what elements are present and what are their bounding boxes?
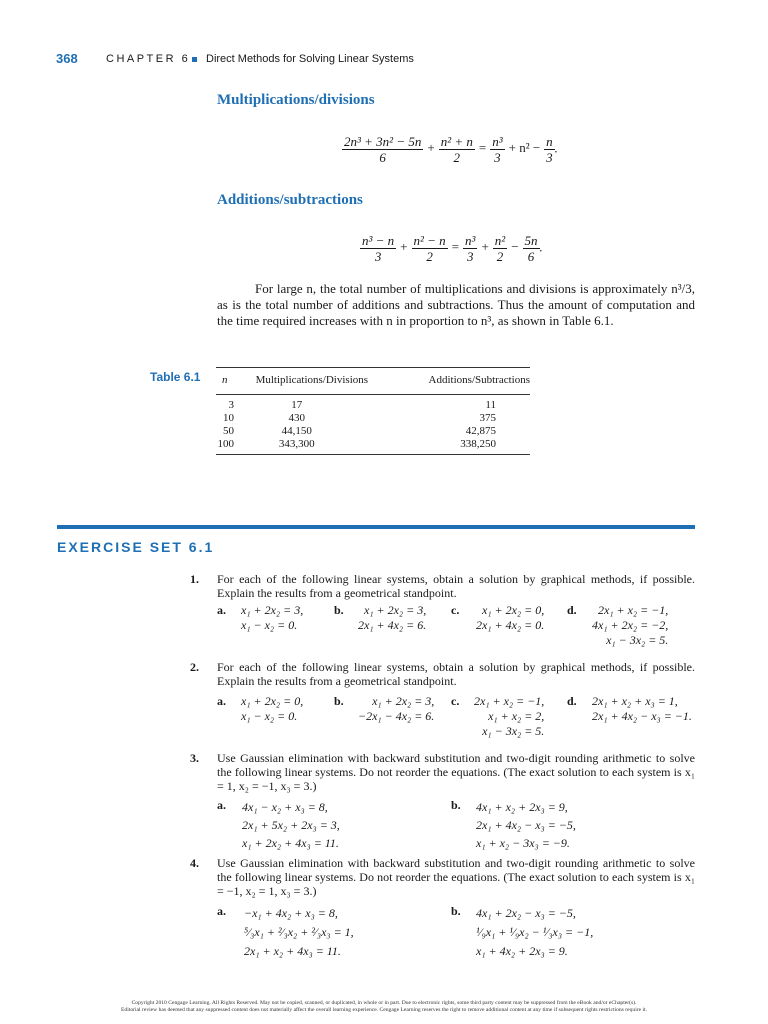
equation-additions: $\frac{\text{n³ − n}}{3}$ + $\frac{\text{n² − n}}{2}$ = $\frac{\text{n³}}{3}$ + $\frac{\text{n²}}{2}$ − $\frac{5n}{6}$ .: [362, 233, 543, 264]
exercise-set-heading: EXERCISE SET 6.1: [57, 539, 215, 555]
chapter-title: Direct Methods for Solving Linear Systems: [206, 53, 414, 65]
system-2b: x₁ + 2x₂ = 3, −2x₁ − 4x₂ = 6.: [358, 694, 435, 723]
system-2a: x₁ + 2x₂ = 0, x₁ − x₂ = 0.: [241, 694, 304, 723]
fraction: $\frac{\text{n² − n}}{2}$: [413, 233, 446, 264]
column-header: Multiplications/Divisions: [234, 368, 390, 395]
system-3b: 4x₁ + x₂ + 2x₃ = 9, 2x₁ + 4x₂ − x₃ = −5, x₁ + x₂ − 3x₃ = −9.: [476, 800, 576, 850]
table-row: 10 430 375: [223, 412, 496, 424]
system-4b: 4x₁ + 2x₂ − x₃ = −5, ¹⁄₉x₁ + ¹⁄₉x₂ − ¹⁄₃x₃ = −1, x₁ + 4x₂ + 2x₃ = 9.: [476, 906, 594, 958]
table-label: Table 6.1: [150, 370, 201, 384]
operations-table: [216, 367, 530, 455]
table-row: 3 17 11: [228, 399, 496, 411]
table-row: 50 44,150 42,875: [223, 425, 496, 437]
body-paragraph: For large n, the total number of multiplications and divisions is approximately n³/3, as is the total number of additions and subtractions. Thus the amount of computation and the time required increases with n in proportion to n³, as shown in Table 6.1.: [217, 281, 695, 328]
section-divider: [57, 525, 695, 529]
system-2d: 2x₁ + x₂ + x₃ = 1, 2x₁ + 4x₂ − x₃ = −1.: [592, 694, 692, 723]
fraction: $\frac{\text{n² + n}}{2}$: [440, 134, 473, 165]
fraction: $\frac{\text{n²}}{2}$: [494, 233, 506, 264]
system-1a: x₁ + 2x₂ = 3, x₁ − x₂ = 0.: [241, 603, 304, 632]
section-heading-additions: Additions/subtractions: [217, 192, 363, 208]
fraction: $\frac{\text{n³ − n}}{3}$: [362, 233, 395, 264]
fraction: $\frac{\text{n³}}{3}$: [492, 134, 503, 165]
system-1d: 2x₁ + x₂ = −1, 4x₁ + 2x₂ = −2, x₁ − 3x₂ = 5.: [592, 603, 669, 647]
table-row: 100 343,300 338,250: [216, 438, 530, 455]
fraction: $\frac{5n}{6}$: [524, 233, 538, 264]
system-3a: 4x₁ − x₂ + x₃ = 8, 2x₁ + 5x₂ + 2x₃ = 3, x₁ + 2x₂ + 4x₃ = 11.: [242, 800, 340, 850]
system-2c: 2x₁ + x₂ = −1, x₁ + x₂ = 2, x₁ − 3x₂ = 5.: [474, 694, 545, 738]
section-heading-multiplications: Multiplications/divisions: [217, 92, 375, 108]
column-header: n: [216, 368, 234, 395]
copyright-footer: Copyright 2010 Cengage Learning. All Rights Reserved. May not be copied, scanned, or duplicated, in whole or in part. Due to electronic rights, some third party content may be suppressed from the eBook and/or eChapter(s). Editorial review has deemed that any suppressed content does not materially affect the overall learning experience. Cengage Learning reserves the right to remove additional content at any time if subsequent rights restrictions require it.: [121, 1000, 647, 1013]
system-1c: x₁ + 2x₂ = 0, 2x₁ + 4x₂ = 0.: [476, 603, 545, 632]
chapter-label: CHAPTER 6: [106, 53, 191, 65]
equation-multiplications: $\frac{\text{2n³ + 3n² − 5n}}{6}$ + $\frac{\text{n² + n}}{2}$ = $\frac{\text{n³}}{3}$ + n² − $\frac{n}{3}$ .: [344, 134, 558, 165]
page-number: 368: [56, 51, 78, 66]
fraction: $\frac{n}{3}$: [546, 134, 553, 165]
fraction: $\frac{\text{n³}}{3}$: [465, 233, 476, 264]
header-square-bullet: [192, 57, 197, 62]
system-4a: −x₁ + 4x₂ + x₃ = 8, ⁵⁄₃x₁ + ²⁄₃x₂ + ²⁄₃x₃ = 1, 2x₁ + x₂ + 4x₃ = 11.: [244, 906, 354, 958]
system-1b: x₁ + 2x₂ = 3, 2x₁ + 4x₂ = 6.: [358, 603, 427, 632]
fraction: $\frac{\text{2n³ + 3n² − 5n}}{6}$: [344, 134, 422, 165]
column-header: Additions/Subtractions: [390, 368, 530, 395]
